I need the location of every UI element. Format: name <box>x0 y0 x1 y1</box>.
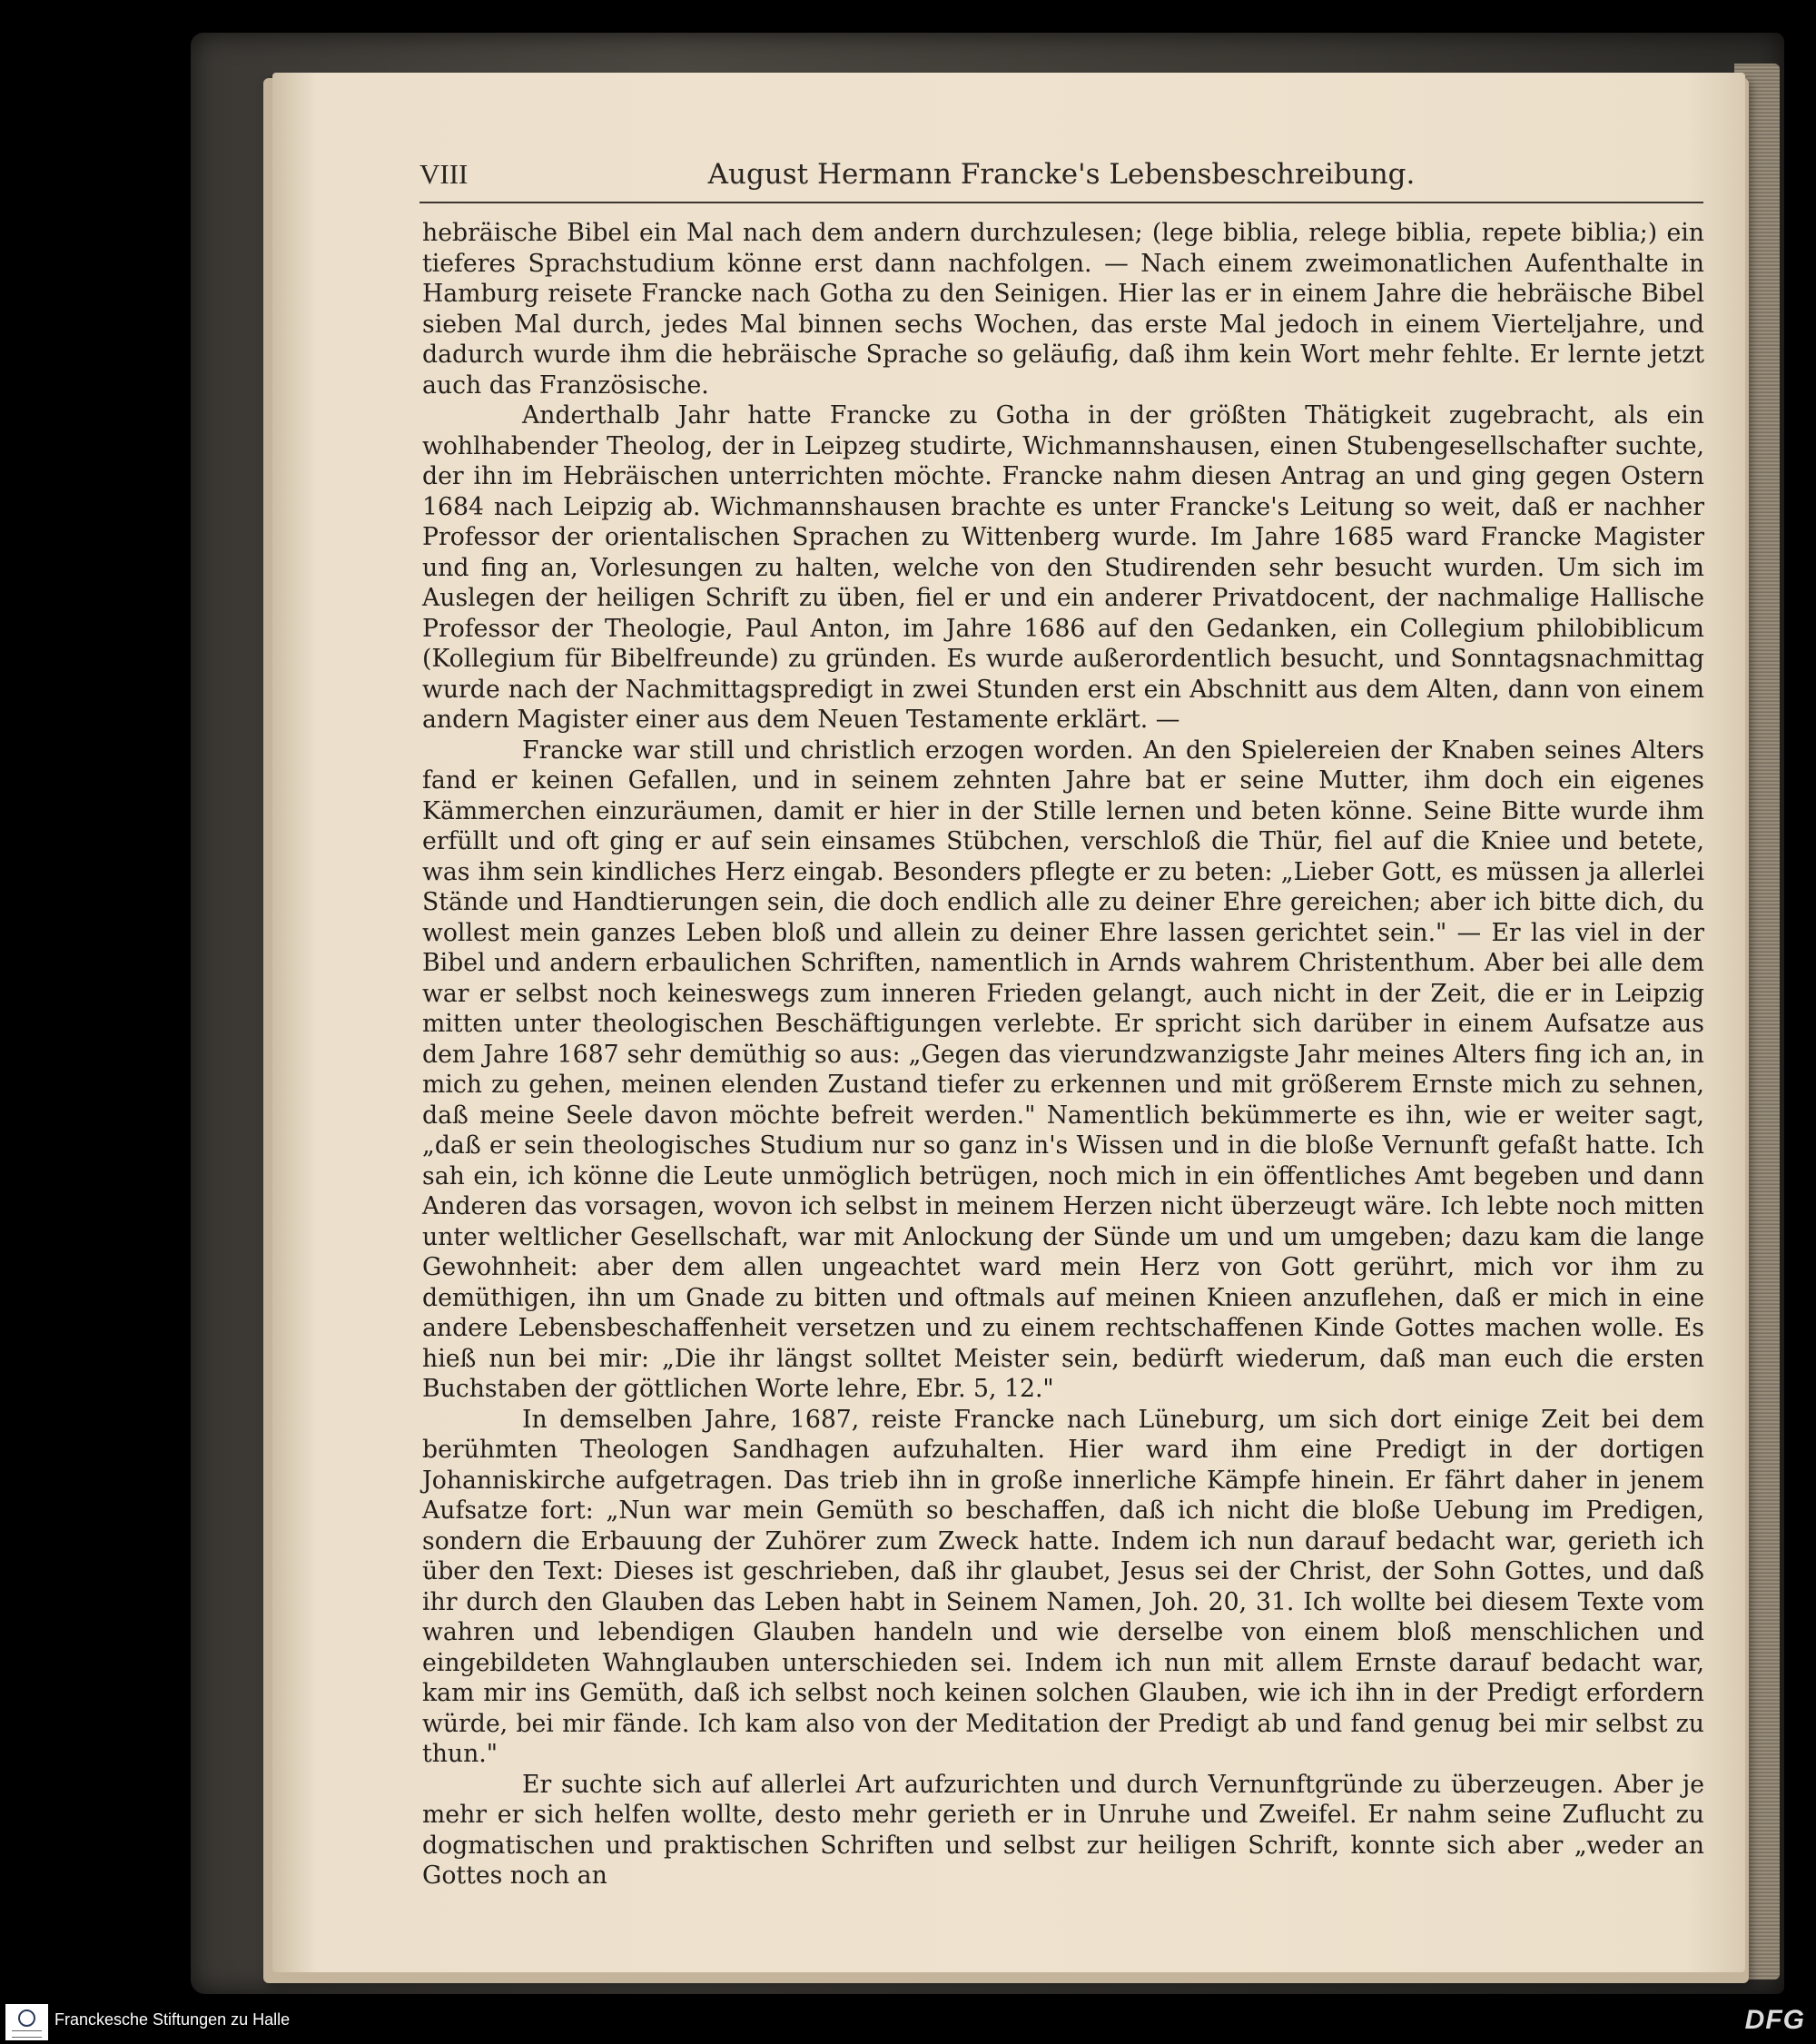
page-header <box>419 156 1703 203</box>
paragraph: Er suchte sich auf allerlei Art aufzurichten und durch Vernunftgründe zu überzeugen. Aber je mehr er sich helfen wollte, desto mehr gerieth er in Unruhe und Zweifel. Er nahm seine Zuflucht zu dogmatischen und praktischen Schriften und selbst zur heiligen Schrift, konnte sich aber „weder an Gottes noch an <box>422 1770 1704 1890</box>
emblem-icon <box>18 2009 35 2027</box>
paragraph: Anderthalb Jahr hatte Francke zu Gotha in der größten Thätigkeit zugebracht, als ein wohlhabender Theolog, der in Leipzeg studirte, Wichmannshausen, einen Stubengesellschafter suchte, der ihn im Hebräischen unterrichten möchte. Francke nahm diesen Antrag an und ging gegen Ostern 1684 nach Leipzig ab. Wichmannshausen brachte es unter Francke's Leitung so weit, daß er nachher Professor der orientalischen Sprachen zu Wittenberg wurde. Im Jahre 1685 ward Francke Magister und fing an, Vorlesungen zu halten, welche von den Studirenden sehr besucht wurden. Um sich im Auslegen der heiligen Schrift zu üben, fiel er und ein anderer Privatdocent, der nachmalige Hallische Professor der Theologie, Paul Anton, im Jahre 1686 auf den Gedanken, ein Collegium philobiblicum (Kollegium für Bibelfreunde) zu gründen. Es wurde außerordentlich besucht, und Sonntagsnachmittag wurde nach der Nachmittagspredigt in zwei Stunden erst ein Abschnitt aus dem Alten, dann von einem andern Magister einer aus dem Neuen Testamente erklärt. — <box>422 401 1704 734</box>
page-number: VIII <box>419 158 469 190</box>
paragraph: Francke war still und christlich erzogen worden. An den Spielereien der Knaben seines Alters fand er keinen Gefallen, und in seinem zehnten Jahre bat er seine Mutter, ihm doch ein eigenes Kämmerchen einzuräumen, damit er hier in der Stille lernen und beten könne. Seine Bitte wurde ihm erfüllt und oft ging er auf sein einsames Stübchen, verschloß die Thür, fiel auf die Kniee und betete, was ihm sein kindliches Herz eingab. Besonders pflegte er zu beten: „Lieber Gott, es müssen ja allerlei Stände und Handtierungen sein, die doch endlich alle zu deiner Ehre gereichen; aber ich bitte dich, du wollest mein ganzes Leben bloß und allein zu deiner Ehre lassen gerichtet sein." — Er las viel in der Bibel und andern erbaulichen Schriften, namentlich in Arnds wahrem Christenthum. Aber bei alle dem war er selbst noch keineswegs zum inneren Frieden gelangt, auch nicht in der Zeit, die er in Leipzig mitten unter theologischen Beschäftigungen verlebte. Er spricht sich darüber in einem Aufsatze aus dem Jahre 1687 sehr demüthig so aus: „Gegen das vierundzwanzigste Jahr meines Alters fing ich an, in mich zu gehen, meinen elenden Zustand tiefer zu erkennen und mit größerem Ernste mich zu sehnen, daß meine Seele davon möchte befreit werden." Namentlich bekümmerte es ihn, wie er weiter sagt, „daß er sein theologisches Studium nur so ganz in's Wissen und in die bloße Vernunft gefaßt hatte. Ich sah ein, ich könne die Leute unmöglich betrügen, noch mich in ein öffentliches Amt begeben und dann Anderen das vorsagen, wovon ich selbst in meinem Herzen nicht überzeugt wäre. Ich lebte noch mitten unter weltlicher Gesellschaft, war mit Anlockung der Sünde um und um umgeben; dazu kam die lange Gewohnheit: aber dem allen ungeachtet ward mein Herz von Gott gerührt, mich vor ihm zu demüthigen, ihn um Gnade zu bitten und oftmals auf meinen Knieen anzuflehen, daß er mich in eine andere Lebensbeschaffenheit versetzen und zu einem rechtschaffenen Kinde Gottes machen wolle. Es hieß nun bei mir: „Die ihr längst solltet Meister sein, bedürft wiederum, daß man euch die ersten Buchstaben der göttlichen Worte lehre, Ebr. 5, 12." <box>422 736 1704 1403</box>
running-title: August Hermann Francke's Lebensbeschreibung. <box>707 158 1416 191</box>
institution-name[interactable]: Franckesche Stiftungen zu Halle <box>54 2010 291 2029</box>
paragraph: hebräische Bibel ein Mal nach dem andern durchzulesen; (lege biblia, relege biblia, repete biblia;) ein tieferes Sprachstudium könne erst dann nachfolgen. — Nach einem zweimonatlichen Aufenthalte in Hamburg reisete Francke nach Gotha zu den Seinigen. Hier las er in einem Jahre die hebräische Bibel sieben Mal durch, jedes Mal binnen sechs Wochen, das erste Mal jedoch in einem Vierteljahre, und dadurch wurde ihm die hebräische Sprache so geläufig, daß ihm kein Wort mehr fehlte. Er lernte jetzt auch das Französische. <box>422 219 1704 400</box>
paragraph: In demselben Jahre, 1687, reiste Francke nach Lüneburg, um sich dort einige Zeit bei dem berühmten Theologen Sandhagen aufzuhalten. Hier ward ihm eine Predigt in der dortigen Johanniskirche aufgetragen. Das trieb ihn in große innerliche Kämpfe hinein. Er fährt daher in jenem Aufsatze fort: „Nun war mein Gemüth so beschaffen, daß ich nicht die bloße Uebung im Predigen, sondern die Erbauung der Zuhörer zum Zweck hatte. Indem ich nun darauf bedacht war, gerieth ich über den Text: Dieses ist geschrieben, daß ihr glaubet, Jesus sei der Christ, der Sohn Gottes, und daß ihr durch den Glauben das Leben habt in Seinem Namen, Joh. 20, 31. Ich wollte bei diesem Texte vom wahren und lebendigen Glauben handeln und wie derselbe von einem bloß menschlichen und eingebildeten Wahnglauben unterschieden sei. Indem ich nun mit allem Ernste darauf bedacht war, kam mir ins Gemüth, daß ich selbst noch keinen solchen Glauben, wie ich ihn in der Predigt erfordern würde, bei mir fände. Ich kam also von der Meditation der Predigt ab und fand genug bei mir selbst zu thun." <box>422 1405 1704 1768</box>
institution-logo[interactable] <box>5 2004 48 2040</box>
dfg-logo[interactable]: DFG <box>1744 2005 1805 2035</box>
body-text <box>422 218 1704 1891</box>
logo-lines <box>12 2030 42 2038</box>
